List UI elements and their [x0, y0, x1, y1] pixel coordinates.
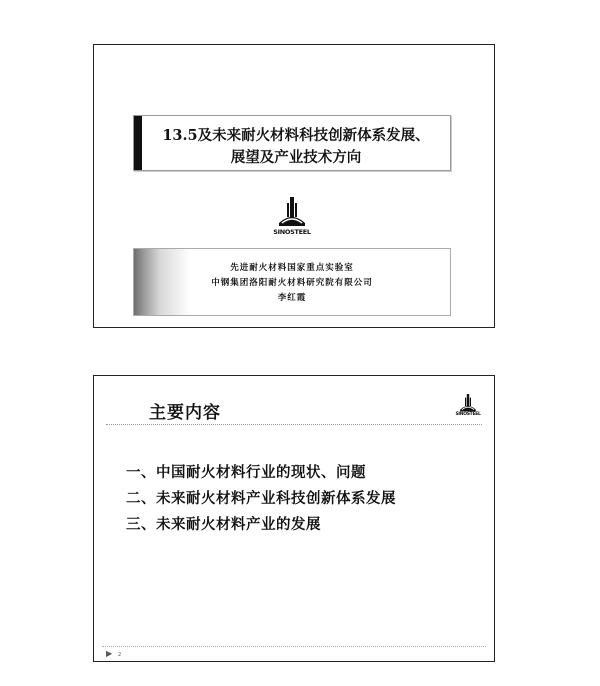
institute-name: 中钢集团洛阳耐火材料研究院有限公司: [211, 278, 373, 288]
contents-slide: [93, 375, 495, 662]
sinosteel-logo: [270, 197, 314, 236]
slide-title-line-1: 13.5及未来耐火材料科技创新体系发展、: [162, 127, 430, 144]
lab-name: 先进耐火材料国家重点实验室: [230, 263, 354, 273]
footer-divider: [102, 646, 486, 647]
title-slide: [93, 44, 495, 328]
toc-item-1: 一、中国耐火材料行业的现状、问题: [126, 465, 366, 481]
title-banner: [133, 115, 451, 171]
logo-wordmark: SINOSTEEL: [273, 228, 311, 236]
author-info-banner: [133, 248, 451, 316]
logo-wordmark-small: SINOSTEEL: [455, 412, 481, 417]
sinosteel-logo-icon: [459, 394, 477, 412]
title-divider: [106, 424, 482, 425]
play-arrow-icon[interactable]: ▶: [106, 649, 113, 658]
author-name: 李红霞: [277, 293, 307, 303]
slide-title-line-2: 展望及产业技术方向: [230, 149, 362, 166]
sinosteel-logo-small: [456, 394, 480, 417]
toc-item-3: 三、未来耐火材料产业的发展: [126, 517, 321, 533]
table-of-contents: [126, 460, 396, 538]
title-accent-bar: [134, 116, 142, 170]
toc-item-2: 二、未来耐火材料产业科技创新体系发展: [126, 491, 396, 507]
sinosteel-logo-icon: [277, 197, 307, 227]
page-number: 2: [118, 652, 122, 658]
contents-title: 主要内容: [149, 403, 221, 423]
